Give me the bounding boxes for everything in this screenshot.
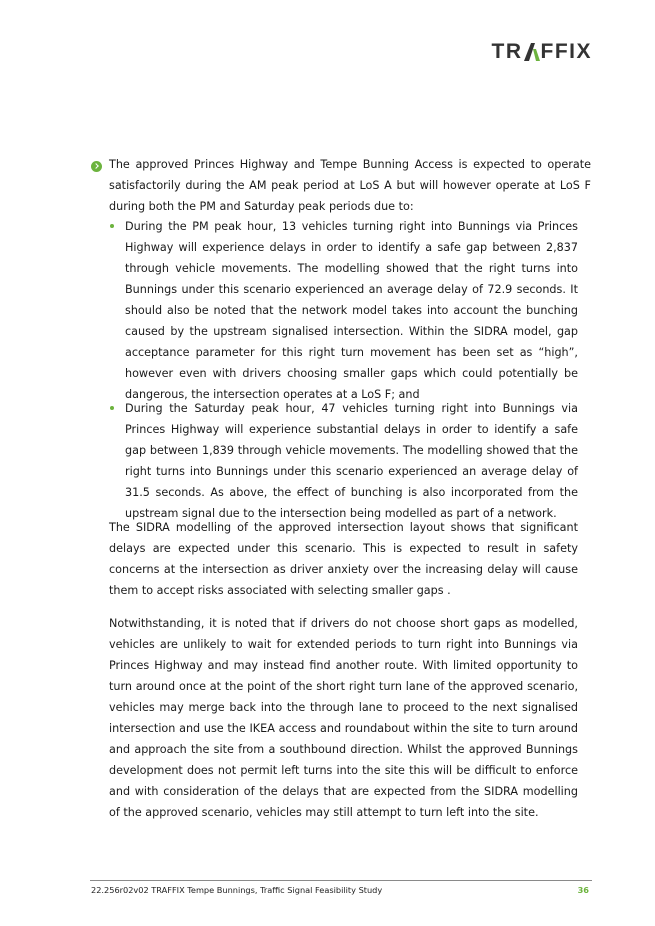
footer-page-number: 36: [577, 885, 589, 895]
green-arrow-bullet-icon: [91, 161, 102, 172]
intro-paragraph: The approved Princes Highway and Tempe Bunning Access is expected to operate satisfactorily during the AM peak period at LoS A but will however operate at LoS F during both the PM and Saturday peak periods due to:: [109, 158, 591, 213]
logo-text-left: TR: [491, 40, 523, 63]
notwithstanding-paragraph: Notwithstanding, it is noted that if drivers do not choose short gaps as modelled, vehicles are unlikely to wait for extended periods to turn right into Bunnings via Princes Highway and may instead find another route. With limited opportunity to turn around once at the point of the short right turn lane of the approved scenario, vehicles may merge back into the through lane to proceed to the next signalised intersection and use the IKEA access and roundabout within the site to turn around and approach the site from a southbound direction. Whilst the approved Bunnings development does not permit left turns into the site this will be difficult to enforce and with consideration of the delays that are expected from the SIDRA modelling of the approved scenario, vehicles may still attempt to turn left into the site.: [109, 617, 578, 819]
footer-divider: [90, 880, 592, 881]
summary-paragraph: The SIDRA modelling of the approved intersection layout shows that significant delays are expected under this scenario. This is expected to result in safety concerns at the intersection as driver anxiety over the increasing delay will cause them to accept risks associated with selecting smaller gaps .: [109, 521, 578, 597]
bullet-pm-peak: During the PM peak hour, 13 vehicles turning right into Bunnings via Princes Highway will experience delays in order to identify a safe gap between 2,837 through vehicle movements. The modelling showed that the right turns into Bunnings under this scenario experienced an average delay of 72.9 seconds. It should also be noted that the network model takes into account the bunching caused by the upstream signalised intersection. Within the SIDRA model, gap acceptance parameter for this right turn movement has been set as “high”, however even with drivers choosing smaller gaps which could potentially be dangerous, the intersection operates at a LoS F; and: [125, 220, 578, 401]
footer-document-reference: 22.256r02v02 TRAFFIX Tempe Bunnings, Traffic Signal Feasibility Study: [91, 885, 383, 895]
logo-text-right: FFIX: [540, 40, 592, 63]
logo-a-mark-icon: [524, 43, 540, 61]
traffix-logo: [492, 40, 593, 64]
bullet-dot-icon: [110, 224, 114, 228]
bullet-dot-icon: [110, 406, 114, 410]
bullet-saturday-peak: During the Saturday peak hour, 47 vehicles turning right into Bunnings via Princes Highway will experience substantial delays in order to identify a safe gap between 1,839 through vehicle movements. The modelling showed that the right turns into Bunnings under this scenario experienced an average delay of 31.5 seconds. As above, the effect of bunching is also incorporated from the upstream signal due to the intersection being modelled as part of a network.: [125, 402, 578, 520]
